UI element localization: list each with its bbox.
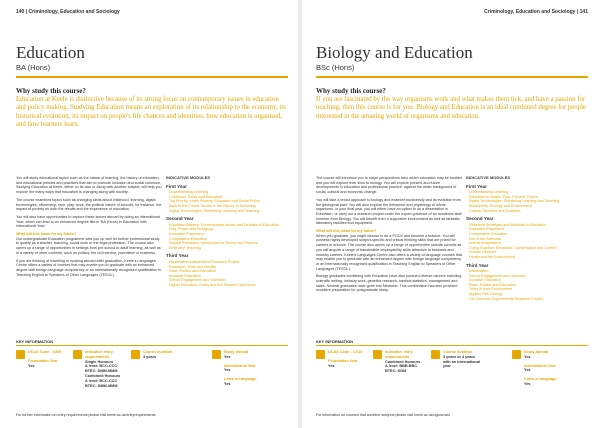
- clock-icon: [431, 350, 440, 359]
- key-info-label: UCAS Code - CX13: [328, 350, 363, 354]
- key-info-label: Foundation Year: [328, 358, 358, 363]
- key-info-label: International Year: [224, 363, 256, 368]
- key-info-text: [524, 350, 592, 387]
- module-item: Animal Adaptations: [469, 241, 501, 246]
- body-paragraph: You will study educational topics such as the nature of learning, the history of education, and educational policies and practices that aim to promote inclusion and social cohesion. Studying Education at Keele, either on its own or along with another subject, will help you explore the many ways that education is changing along with society.: [16, 176, 162, 195]
- key-info-value: BTEC: DMM-MMM: [85, 383, 118, 388]
- key-info-value: BTEC: DDM: [385, 369, 407, 374]
- module-item: Health and the Environment: [469, 254, 515, 259]
- key-info-label: Foundation Year: [28, 358, 58, 363]
- indicative-modules: [466, 176, 586, 301]
- key-info-box: [373, 350, 429, 406]
- key-info-value: Combined Honours: [385, 359, 421, 364]
- globe-icon: [212, 350, 221, 359]
- key-info-label: Learn a Language: [224, 377, 257, 382]
- key-info-value: Single Honours: [85, 359, 114, 364]
- running-header: [316, 9, 588, 19]
- module-item: Race, Politics and Education: [469, 282, 516, 287]
- key-info-row: [316, 350, 588, 406]
- key-info-value: Yes: [524, 381, 531, 386]
- module-item: Top Priority: Learn Poverty, Education and Social Policy: [169, 199, 260, 204]
- module-item: Back to the Future: Issues in the History of Schooling: [169, 203, 256, 208]
- key-info-text: [328, 350, 371, 368]
- module-year: Second Year: [466, 216, 494, 222]
- key-info-box: [131, 350, 209, 406]
- module-year: Third Year: [166, 253, 189, 259]
- page-right: [302, 0, 598, 428]
- module-year: First Year: [466, 183, 487, 189]
- why-heading: Why study this course?: [316, 87, 386, 95]
- key-info-value: 3 years or 4 years: [443, 354, 476, 359]
- key-info-label: requirements: [385, 354, 410, 359]
- header-separator: |: [25, 9, 29, 15]
- ucas-icon: [16, 350, 25, 359]
- key-info-value: year: [443, 364, 451, 369]
- key-info-label: Indicative entry: [385, 350, 413, 354]
- module-item: Digital Technologies: Rethinking Learning and Teaching: [469, 199, 560, 204]
- key-info-label: Learn a Language: [524, 377, 557, 382]
- module-item: School Engagement and Outreach: [469, 273, 526, 278]
- page-number: 140: [16, 9, 25, 15]
- key-info-label: requirements: [85, 354, 110, 359]
- why-text: If you are fascinated by the way organisms work and what makes them tick, and have a passion for teaching, then this course is for you. Biology and Education is an ideal combined degree for people interested in the amazing world of organisms and education.: [316, 96, 586, 120]
- key-info-box: [73, 350, 129, 406]
- key-info-value: Yes: [524, 354, 531, 359]
- module-item: Inclusive Education: [469, 278, 501, 283]
- module-item: Understanding Learning: [169, 190, 209, 195]
- body-paragraph: The course will introduce you to major perspectives from which education may be studied and you will explore their links to biology. You will explore present and future developments in education and professional practice, against the wider background of social, cultural and economic change.: [316, 176, 462, 195]
- module-item: Education in Britain: Past, Present, Future: [469, 194, 538, 199]
- key-info-label: Course duration: [443, 350, 473, 354]
- body-paragraph: The course examines topics such as changing ideas about childhood, learning, digital technologies, citizenship, race, play, work, the political nature of schools, for instance, the impact of poverty on both the results and the experience of education.: [16, 197, 162, 212]
- module-item: Understanding Learning: [469, 190, 509, 195]
- divider: [316, 345, 588, 346]
- ucas-icon: [316, 350, 325, 359]
- header-section: Criminology, Education and Sociology: [484, 9, 576, 15]
- key-info-box: [512, 350, 592, 406]
- key-info-text: [85, 350, 129, 388]
- module-item: Education Placement: [469, 227, 504, 232]
- key-info-label: Study abroad: [224, 350, 249, 354]
- module-item: Comparative Education: [469, 231, 508, 236]
- body-paragraph: If you are thinking of travelling or working abroad after graduation, Keele's Languages Centre offers a variety of courses that may enable you to graduate with an enhanced degree with foreign language competency or an internationally recognised qualification in Teaching English to Speakers of Other Languages (TESOL).: [16, 258, 162, 277]
- why-text: Education at Keele is distinctive because of its strong focus on contemporary issues in education and policy making. Studying Education means an exploration of its relationship to the economy, its historical evolution, its impact on people's life chances and identities, how education is organised, and how learners learn.: [16, 96, 286, 128]
- module-item: Applied Fish Biology: [469, 292, 503, 297]
- key-info-heading: KEY INFORMATION: [16, 339, 54, 344]
- globe-icon: [512, 350, 521, 359]
- key-info-box: [431, 350, 509, 406]
- key-info-text: [443, 350, 509, 369]
- footer-note: For information on courses that combine subjects please visit keele.ac.uk/ugcourses: [316, 413, 451, 417]
- divider: [16, 76, 288, 78]
- key-info-text: [143, 350, 209, 360]
- entry-icon: [73, 350, 82, 359]
- key-info-value: with an international: [443, 359, 480, 364]
- course-award: BSc (Hons): [316, 63, 355, 72]
- section-subheading: What will this mean for my future?: [16, 232, 77, 237]
- key-info-row: [16, 350, 288, 406]
- module-item: Digital Technologies: Rethinking Learning and Teaching: [169, 208, 260, 213]
- key-info-value: Yes: [224, 381, 231, 386]
- key-info-label: Indicative entry: [85, 350, 113, 354]
- body-paragraph: You will also have opportunities to explore these issues abroad by doing an International Year, which can lead to an enhanced degree title in 'BA (Hons) in Education with International Year'.: [16, 214, 160, 229]
- body-paragraph: You will take a broad approach to biology and examine biodiversity and its evolution from the geological past. You will also explore the behaviour and physiology of whole organisms. In your final year, you will either have an option to do a dissertation in Education, or carry out a research project under the expert guidance of an academic staff member from Biology. You will benefit from a supportive environment as well as fantastic laboratory facilities and equipment.: [316, 197, 462, 226]
- running-header: [16, 9, 288, 19]
- module-year: First Year: [166, 183, 187, 189]
- key-info-label: UCAS Code - X300: [28, 350, 62, 354]
- key-info-label: International Year: [524, 363, 556, 368]
- key-info-box: [316, 350, 371, 406]
- module-year: Second Year: [166, 216, 194, 222]
- key-info-box: [212, 350, 292, 406]
- key-info-label: Course duration: [143, 350, 173, 354]
- course-title: Education: [16, 43, 85, 62]
- why-heading: Why study this course?: [16, 87, 86, 95]
- course-title: Biology and Education: [316, 43, 473, 62]
- module-item: Research Strategies and Methods in Education: [469, 222, 547, 227]
- key-info-value: Yes: [224, 354, 231, 359]
- header-separator: |: [576, 9, 580, 15]
- module-item: Cellular Genetics and Evolution: [469, 208, 521, 213]
- module-item: Trees in their Environment: [469, 287, 513, 292]
- header-section: Criminology, Education and Sociology: [28, 9, 120, 15]
- key-info-value: A level: BCC-CCC: [85, 378, 118, 383]
- module-item: Play, Power and Pedagogy: [169, 227, 214, 232]
- body-paragraph: Our undergraduate Education programme sets you up well for further professional study to qualify as a teacher, teaching, social work or the legal profession. The course also opens up a range of opportunities in settings from pre-school to adult learning, as well as in a variety of other contexts, such as politics, the civil service, journalism or business.: [16, 236, 161, 255]
- module-item: Education Matters: Contemporary Issues and Debates in Education: [169, 222, 280, 227]
- module-item: Comparative Education: [169, 236, 208, 241]
- footer-note: For further information on entry requirements please visit keele.ac.uk/entryrequirements: [16, 413, 156, 417]
- clock-icon: [131, 350, 140, 359]
- key-info-value: Combined Honours: [85, 373, 121, 378]
- key-info-value: Yes: [524, 368, 531, 373]
- module-item: Living Together: Behaviour, Conservation and Conflict: [469, 245, 557, 250]
- module-item: Biodiversity, Ecology and Environment: [469, 203, 532, 208]
- module-year: Third Year: [466, 262, 489, 268]
- module-item: Education, Work and Identity: [169, 264, 217, 269]
- module-item: Dissertation/Independent Research Project: [169, 259, 240, 264]
- page-left: [2, 0, 298, 428]
- key-info-value: A level: BBB-BBC: [385, 364, 418, 369]
- module-item: Dissertation: [469, 269, 489, 274]
- key-info-value: BTEC: DMM-MMM: [85, 369, 118, 374]
- entry-icon: [373, 350, 382, 359]
- key-info-value: Yes: [224, 368, 231, 373]
- module-item: Reflective Teaching: [169, 245, 201, 250]
- key-info-text: [224, 350, 292, 387]
- key-info-value: A level: BCC-CCC: [85, 364, 118, 369]
- page-number: 141: [579, 9, 588, 15]
- course-description: [16, 176, 162, 280]
- module-item: Special Education: Introduction to Theory and Practice: [169, 241, 258, 246]
- divider: [16, 345, 288, 346]
- key-info-box: [16, 350, 71, 406]
- key-info-text: [28, 350, 71, 368]
- key-info-value: 3 years: [143, 354, 157, 359]
- course-description: [316, 176, 462, 296]
- divider: [316, 76, 588, 78]
- module-item: Race, Politics and Education: [169, 269, 216, 274]
- module-item: Life Sciences Experimental Research Project: [469, 296, 543, 301]
- indicative-modules: [166, 176, 286, 287]
- module-item: School Engagement and Outreach: [169, 278, 226, 283]
- module-item: Inclusive Education: [169, 273, 201, 278]
- modules-heading: INDICATIVE MODULES: [166, 175, 211, 180]
- body-paragraph: Biology graduates combining with Education have also pursued diverse careers including scientific writing, industry work, genetics research, medical statistics, management and sales. Several graduates have gone into Medicine. This combination has also provided excellent preparation for postgraduate study.: [316, 274, 462, 293]
- body-paragraph: When you graduate, you might choose to do a PGCE and become a teacher. You will possess highly developed subject-specific and critical thinking skills that are prized for careers in schools. The course also opens up a range of opportunities outside schools as you will acquire a range of transferable employability skills attractive to business and industry careers. Keele's Languages Centre also offers a variety of language courses that may enable you to graduate with an enhanced degree with foreign language competency or an internationally recognised qualification in Teaching English to Speakers of Other Languages (TESOL).: [316, 233, 462, 271]
- module-item: Education Placement: [169, 231, 204, 236]
- course-award: BA (Hons): [16, 63, 51, 72]
- module-item: Human Genetics: [469, 250, 497, 255]
- section-subheading: What will this mean for my future?: [316, 229, 377, 234]
- modules-heading: INDICATIVE MODULES: [466, 175, 511, 180]
- module-item: Higher Education: Policy and the Student Experience: [169, 282, 256, 287]
- module-item: Life in the Sciences: [469, 236, 501, 241]
- key-info-value: Yes: [28, 363, 35, 368]
- key-info-heading: KEY INFORMATION: [316, 339, 354, 344]
- key-info-label: Study abroad: [524, 350, 549, 354]
- key-info-value: Yes: [328, 363, 335, 368]
- key-info-text: [385, 350, 429, 374]
- module-item: Childhood, Policy and Education: [169, 194, 223, 199]
